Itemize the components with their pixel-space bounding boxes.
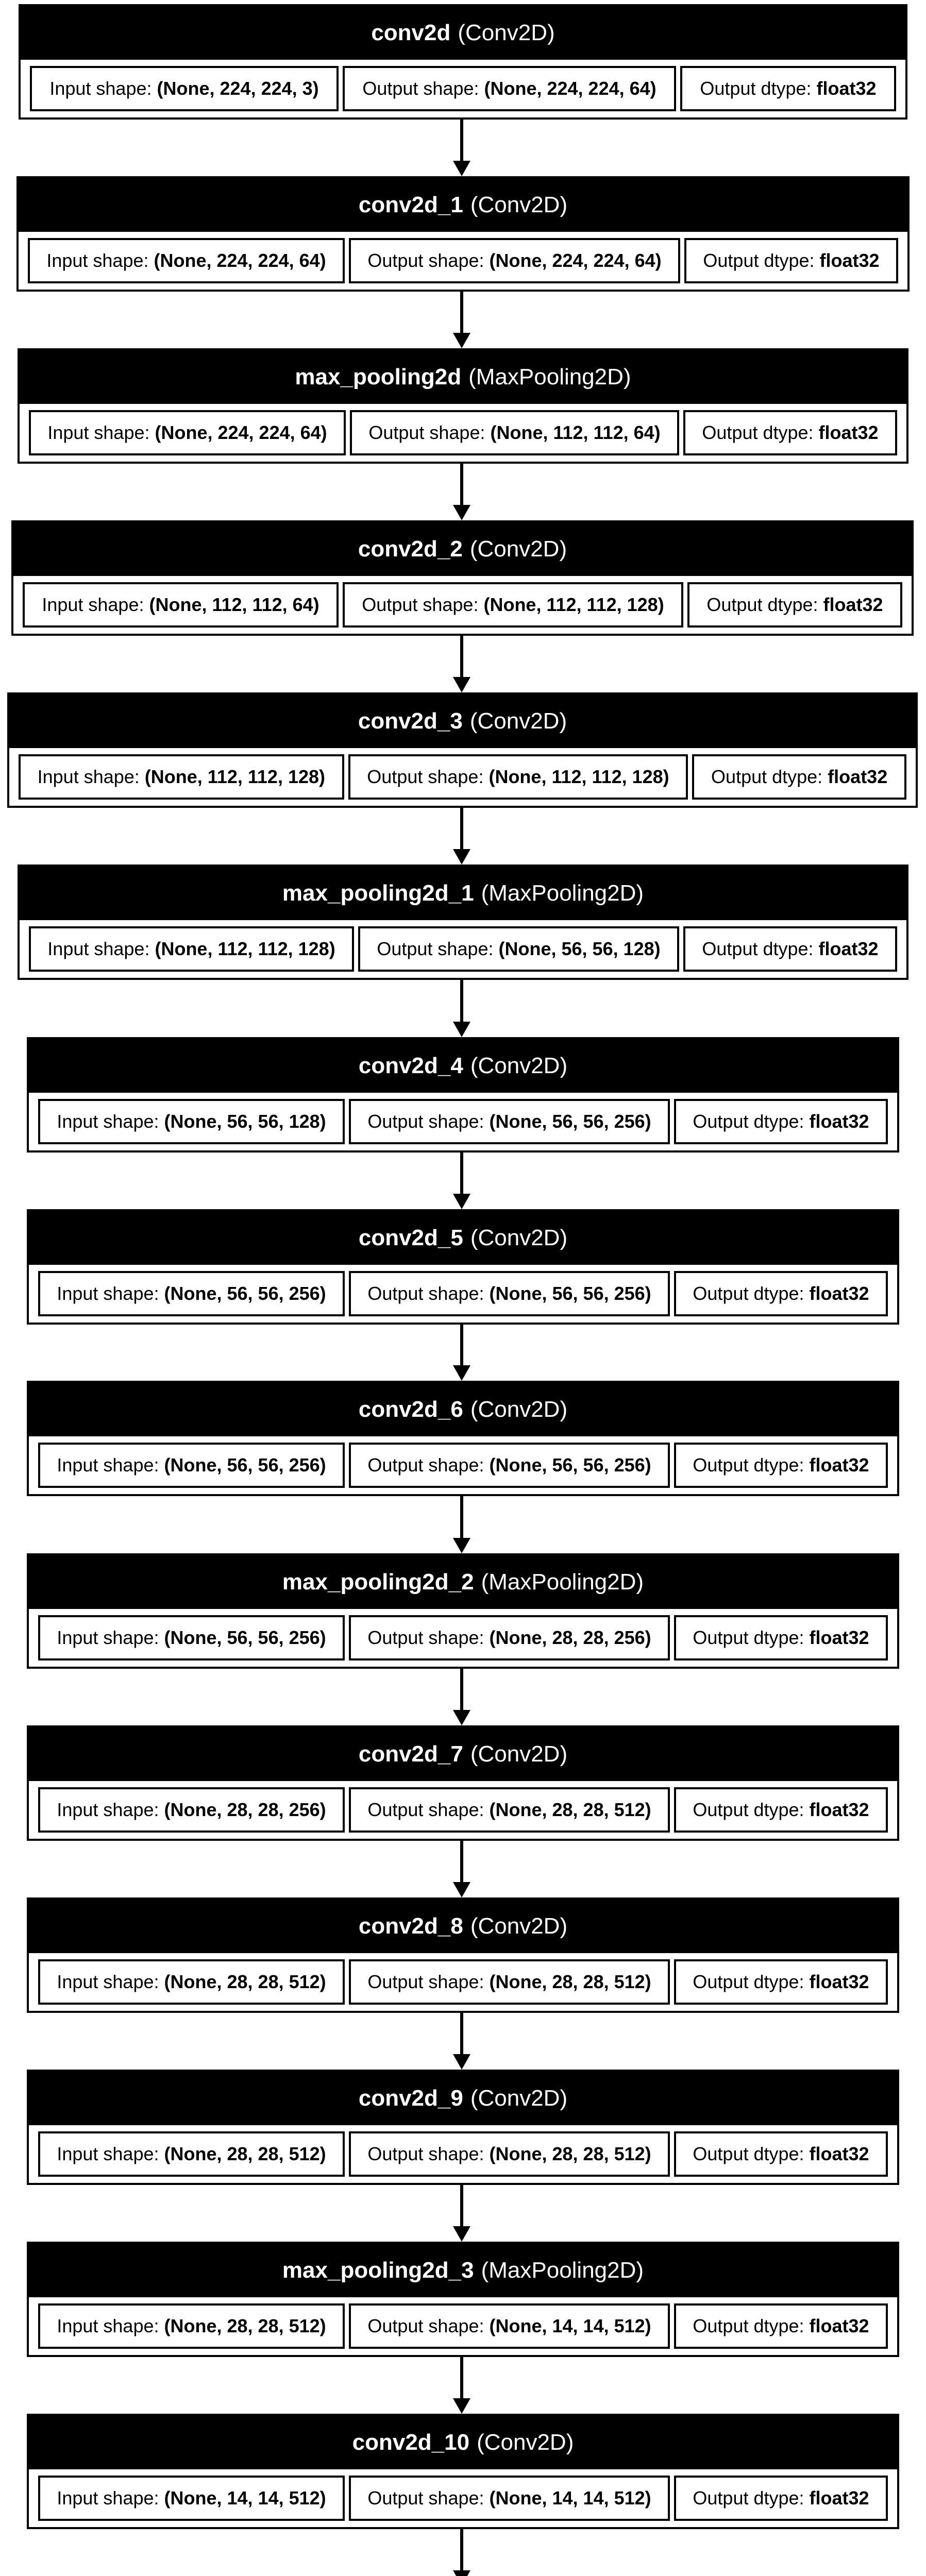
layer-node — [27, 1725, 899, 1841]
cell-value: (None, 112, 112, 64) — [490, 422, 661, 443]
cell-label: Input shape: — [57, 1283, 159, 1304]
layer-name: conv2d_3 — [358, 708, 463, 734]
output-shape-cell — [349, 1615, 670, 1660]
cell-value: (None, 224, 224, 64) — [154, 250, 326, 271]
connector-line — [460, 292, 463, 334]
cell-label: Input shape: — [57, 1799, 159, 1820]
cell-label: Output dtype: — [700, 78, 812, 99]
layer-type: (Conv2D) — [470, 1913, 568, 1939]
cell-value: (None, 56, 56, 256) — [164, 1627, 326, 1648]
connector-line — [460, 1153, 463, 1195]
cell-value: (None, 112, 112, 128) — [489, 766, 669, 787]
output-shape-cell — [349, 238, 680, 283]
connector-line — [460, 636, 463, 678]
cell-label: Output dtype: — [693, 1799, 804, 1820]
layer-header — [29, 1555, 897, 1609]
cell-label: Output shape: — [367, 2487, 484, 2509]
connector-line — [460, 120, 463, 162]
layer-name: max_pooling2d_3 — [282, 2258, 474, 2283]
output-dtype-cell — [687, 582, 902, 628]
output-dtype-cell — [674, 2303, 888, 2349]
cell-value: (None, 224, 224, 3) — [157, 78, 319, 99]
connector-line — [460, 1669, 463, 1711]
cell-label: Output dtype: — [693, 2315, 804, 2336]
layer-type: (MaxPooling2D) — [468, 364, 631, 389]
cell-label: Input shape: — [47, 422, 150, 443]
cell-value: (None, 56, 56, 128) — [164, 1111, 326, 1132]
output-shape-cell — [349, 2476, 670, 2521]
layer-type: (Conv2D) — [470, 1225, 568, 1250]
layer-type: (Conv2D) — [458, 20, 555, 45]
layer-name: conv2d_1 — [358, 192, 463, 217]
arrow-head-icon — [453, 161, 470, 176]
layer-name: conv2d_2 — [358, 536, 463, 562]
output-shape-cell — [343, 66, 676, 111]
cell-label: Input shape: — [47, 938, 150, 959]
layer-name: max_pooling2d_2 — [282, 1569, 474, 1595]
layer-type: (Conv2D) — [469, 536, 567, 562]
cell-label: Input shape: — [57, 1111, 159, 1132]
layer-shape-row — [29, 1093, 897, 1150]
cell-value: float32 — [818, 938, 879, 959]
layer-header — [29, 1900, 897, 1953]
cell-value: (None, 224, 224, 64) — [155, 422, 327, 443]
layer-header — [9, 694, 916, 748]
layer-header — [29, 1383, 897, 1436]
cell-value: float32 — [809, 1283, 869, 1304]
cell-value: (None, 28, 28, 512) — [164, 1971, 326, 1992]
layer-type: (Conv2D) — [469, 708, 567, 734]
cell-label: Output shape: — [368, 422, 485, 443]
output-shape-cell — [349, 1787, 670, 1833]
cell-value: (None, 28, 28, 512) — [489, 1971, 651, 1992]
output-shape-cell — [348, 754, 688, 800]
cell-label: Output shape: — [367, 2315, 484, 2336]
arrow-head-icon — [453, 677, 470, 692]
cell-value: (None, 14, 14, 512) — [164, 2487, 326, 2509]
cell-value: (None, 56, 56, 256) — [164, 1454, 326, 1476]
layer-node — [27, 1209, 899, 1325]
layer-shape-row — [20, 404, 906, 462]
cell-label: Output dtype: — [711, 766, 823, 787]
arrow-head-icon — [453, 2226, 470, 2242]
layer-name: conv2d_8 — [358, 1913, 463, 1939]
layer-header — [20, 867, 906, 920]
cell-label: Output shape: — [367, 1454, 484, 1476]
output-dtype-cell — [674, 2476, 888, 2521]
layer-header — [19, 178, 907, 232]
cell-value: (None, 112, 112, 64) — [149, 594, 319, 615]
arrow-head-icon — [453, 2054, 470, 2070]
input-shape-cell — [38, 1787, 345, 1833]
output-shape-cell — [349, 1271, 670, 1316]
arrow-head-icon — [453, 2398, 470, 2414]
input-shape-cell — [38, 2303, 345, 2349]
layer-shape-row — [20, 920, 906, 978]
input-shape-cell — [23, 582, 339, 628]
connector-line — [460, 2357, 463, 2399]
layer-node — [11, 520, 914, 636]
cell-label: Input shape: — [42, 594, 144, 615]
layer-name: conv2d — [371, 20, 451, 45]
connector-line — [460, 1325, 463, 1366]
output-dtype-cell — [674, 1615, 888, 1660]
layer-node — [27, 1037, 899, 1153]
input-shape-cell — [38, 2131, 345, 2177]
cell-value: (None, 112, 112, 128) — [483, 594, 664, 615]
cell-value: float32 — [819, 250, 880, 271]
layer-node — [27, 1897, 899, 2013]
arrow-head-icon — [453, 1710, 470, 1725]
connector-line — [460, 808, 463, 850]
output-dtype-cell — [680, 66, 896, 111]
output-shape-cell — [349, 1099, 670, 1144]
cell-label: Output shape: — [367, 1799, 484, 1820]
cell-label: Output shape: — [367, 2143, 484, 2164]
input-shape-cell — [29, 410, 346, 455]
layer-header — [29, 1039, 897, 1093]
layer-header — [13, 522, 912, 576]
arrow-head-icon — [453, 1882, 470, 1897]
output-shape-cell — [349, 2303, 670, 2349]
cell-label: Output shape: — [362, 594, 479, 615]
output-dtype-cell — [674, 1959, 888, 2005]
connector-line — [460, 1496, 463, 1539]
layer-shape-row — [29, 1781, 897, 1839]
layer-header — [29, 2244, 897, 2297]
layer-type: (Conv2D) — [470, 2086, 568, 2111]
cell-value: (None, 28, 28, 256) — [489, 1627, 651, 1648]
output-shape-cell — [349, 1959, 670, 2005]
layer-name: conv2d_7 — [358, 1741, 463, 1767]
arrow-head-icon — [453, 505, 470, 520]
layer-name: conv2d_5 — [358, 1225, 463, 1250]
cell-value: (None, 112, 112, 128) — [155, 938, 335, 959]
cell-value: (None, 56, 56, 256) — [489, 1111, 651, 1132]
layer-name: max_pooling2d — [295, 364, 462, 389]
cell-label: Output dtype: — [693, 1111, 804, 1132]
output-shape-cell — [349, 1443, 670, 1488]
layer-type: (Conv2D) — [470, 192, 568, 217]
layer-shape-row — [13, 576, 912, 634]
cell-value: float32 — [809, 2143, 869, 2164]
arrow-head-icon — [453, 1538, 470, 1553]
cell-label: Output shape: — [377, 938, 494, 959]
layer-node — [18, 865, 908, 980]
cell-value: float32 — [823, 594, 883, 615]
cell-label: Output shape: — [367, 250, 484, 271]
layer-node — [18, 348, 908, 464]
cell-label: Output dtype: — [703, 250, 815, 271]
arrow-head-icon — [453, 1194, 470, 1209]
cell-label: Output dtype: — [702, 422, 814, 443]
cell-label: Output dtype: — [693, 1283, 804, 1304]
layer-header — [29, 1211, 897, 1265]
layer-node — [27, 1553, 899, 1669]
input-shape-cell — [28, 238, 345, 283]
cell-label: Output shape: — [367, 1283, 484, 1304]
arrow-head-icon — [453, 333, 470, 348]
cell-label: Output dtype: — [706, 594, 818, 615]
layer-shape-row — [29, 1265, 897, 1323]
output-dtype-cell — [674, 1443, 888, 1488]
cell-label: Output shape: — [362, 78, 479, 99]
output-dtype-cell — [684, 238, 898, 283]
cell-value: (None, 14, 14, 512) — [489, 2315, 651, 2336]
cell-label: Input shape: — [37, 766, 140, 787]
cell-label: Output dtype: — [693, 2487, 804, 2509]
layer-name: conv2d_4 — [358, 1053, 463, 1078]
cell-label: Output dtype: — [693, 1454, 804, 1476]
layer-shape-row — [9, 748, 916, 806]
input-shape-cell — [38, 1099, 345, 1144]
cell-label: Output dtype: — [693, 1971, 804, 1992]
cell-label: Input shape: — [57, 1627, 159, 1648]
cell-label: Input shape: — [57, 2143, 159, 2164]
layer-header — [29, 2072, 897, 2125]
output-shape-cell — [343, 582, 683, 628]
cell-value: (None, 224, 224, 64) — [489, 250, 662, 271]
layer-shape-row — [29, 2469, 897, 2527]
layer-header — [29, 1727, 897, 1781]
layer-node — [27, 2242, 899, 2357]
layer-name: conv2d_9 — [358, 2086, 463, 2111]
cell-value: float32 — [809, 1971, 869, 1992]
input-shape-cell — [38, 2476, 345, 2521]
input-shape-cell — [29, 926, 354, 972]
layer-type: (MaxPooling2D) — [481, 1569, 644, 1595]
connector-line — [460, 2185, 463, 2227]
cell-value: (None, 28, 28, 512) — [164, 2315, 326, 2336]
input-shape-cell — [38, 1271, 345, 1316]
layer-node — [27, 2070, 899, 2185]
cell-label: Input shape: — [57, 1454, 159, 1476]
layer-header — [20, 350, 906, 404]
cell-value: float32 — [809, 1454, 869, 1476]
output-dtype-cell — [674, 1099, 888, 1144]
cell-value: float32 — [809, 2315, 869, 2336]
layer-node — [27, 2414, 899, 2529]
cell-value: float32 — [809, 2487, 869, 2509]
layer-name: conv2d_6 — [358, 1397, 463, 1422]
layer-shape-row — [19, 232, 907, 290]
cell-label: Output shape: — [367, 1971, 484, 1992]
arrow-head-icon — [453, 2570, 470, 2576]
layer-node — [27, 1381, 899, 1496]
layer-type: (MaxPooling2D) — [481, 2258, 644, 2283]
cell-value: (None, 28, 28, 512) — [489, 2143, 651, 2164]
output-dtype-cell — [674, 2131, 888, 2177]
output-shape-cell — [358, 926, 679, 972]
connector-line — [460, 464, 463, 506]
layer-shape-row — [29, 1609, 897, 1667]
layer-type: (Conv2D) — [470, 1053, 568, 1078]
output-dtype-cell — [674, 1787, 888, 1833]
cell-label: Input shape: — [46, 250, 149, 271]
output-shape-cell — [350, 410, 679, 455]
layer-type: (MaxPooling2D) — [481, 880, 644, 906]
layer-type: (Conv2D) — [477, 2430, 574, 2455]
cell-value: (None, 56, 56, 256) — [489, 1454, 651, 1476]
cell-label: Input shape: — [57, 1971, 159, 1992]
layer-header — [29, 2416, 897, 2469]
cell-value: float32 — [809, 1799, 869, 1820]
layer-node — [7, 692, 918, 808]
layer-node — [16, 176, 910, 292]
cell-value: float32 — [818, 422, 879, 443]
output-dtype-cell — [683, 926, 897, 972]
layer-shape-row — [29, 1953, 897, 2011]
arrow-head-icon — [453, 849, 470, 865]
layer-name: max_pooling2d_1 — [282, 880, 474, 906]
cell-label: Input shape: — [57, 2315, 159, 2336]
connector-line — [460, 980, 463, 1023]
cell-value: (None, 56, 56, 256) — [164, 1283, 326, 1304]
layer-header — [21, 6, 905, 60]
layer-shape-row — [29, 2297, 897, 2355]
arrow-head-icon — [453, 1365, 470, 1381]
cell-value: (None, 56, 56, 128) — [498, 938, 661, 959]
cell-value: (None, 112, 112, 128) — [144, 766, 326, 787]
cell-label: Output shape: — [367, 1111, 484, 1132]
layer-node — [19, 4, 907, 120]
cell-value: (None, 14, 14, 512) — [489, 2487, 651, 2509]
cell-label: Output shape: — [367, 1627, 484, 1648]
cell-value: (None, 28, 28, 512) — [489, 1799, 651, 1820]
arrow-head-icon — [453, 1022, 470, 1037]
cell-label: Output dtype: — [693, 1627, 804, 1648]
layer-shape-row — [21, 60, 905, 117]
cell-value: float32 — [816, 78, 877, 99]
connector-line — [460, 2013, 463, 2055]
cell-value: (None, 28, 28, 512) — [164, 2143, 326, 2164]
connector-line — [460, 2529, 463, 2571]
cell-label: Input shape: — [49, 78, 152, 99]
input-shape-cell — [30, 66, 339, 111]
layer-name: conv2d_10 — [352, 2430, 470, 2455]
cell-label: Output shape: — [367, 766, 484, 787]
output-shape-cell — [349, 2131, 670, 2177]
cell-value: float32 — [828, 766, 888, 787]
layer-shape-row — [29, 2125, 897, 2183]
cell-value: (None, 28, 28, 256) — [164, 1799, 326, 1820]
connector-line — [460, 1841, 463, 1883]
output-dtype-cell — [683, 410, 897, 455]
input-shape-cell — [38, 1615, 345, 1660]
layer-type: (Conv2D) — [470, 1397, 568, 1422]
cell-label: Input shape: — [57, 2487, 159, 2509]
output-dtype-cell — [674, 1271, 888, 1316]
input-shape-cell — [38, 1959, 345, 2005]
output-dtype-cell — [692, 754, 906, 800]
input-shape-cell — [38, 1443, 345, 1488]
layer-shape-row — [29, 1436, 897, 1494]
cell-value: float32 — [809, 1111, 869, 1132]
cell-label: Output dtype: — [702, 938, 814, 959]
cell-value: float32 — [809, 1627, 869, 1648]
input-shape-cell — [19, 754, 344, 800]
layer-type: (Conv2D) — [470, 1741, 568, 1767]
cell-value: (None, 56, 56, 256) — [489, 1283, 651, 1304]
cell-value: (None, 224, 224, 64) — [484, 78, 656, 99]
cell-label: Output dtype: — [693, 2143, 804, 2164]
